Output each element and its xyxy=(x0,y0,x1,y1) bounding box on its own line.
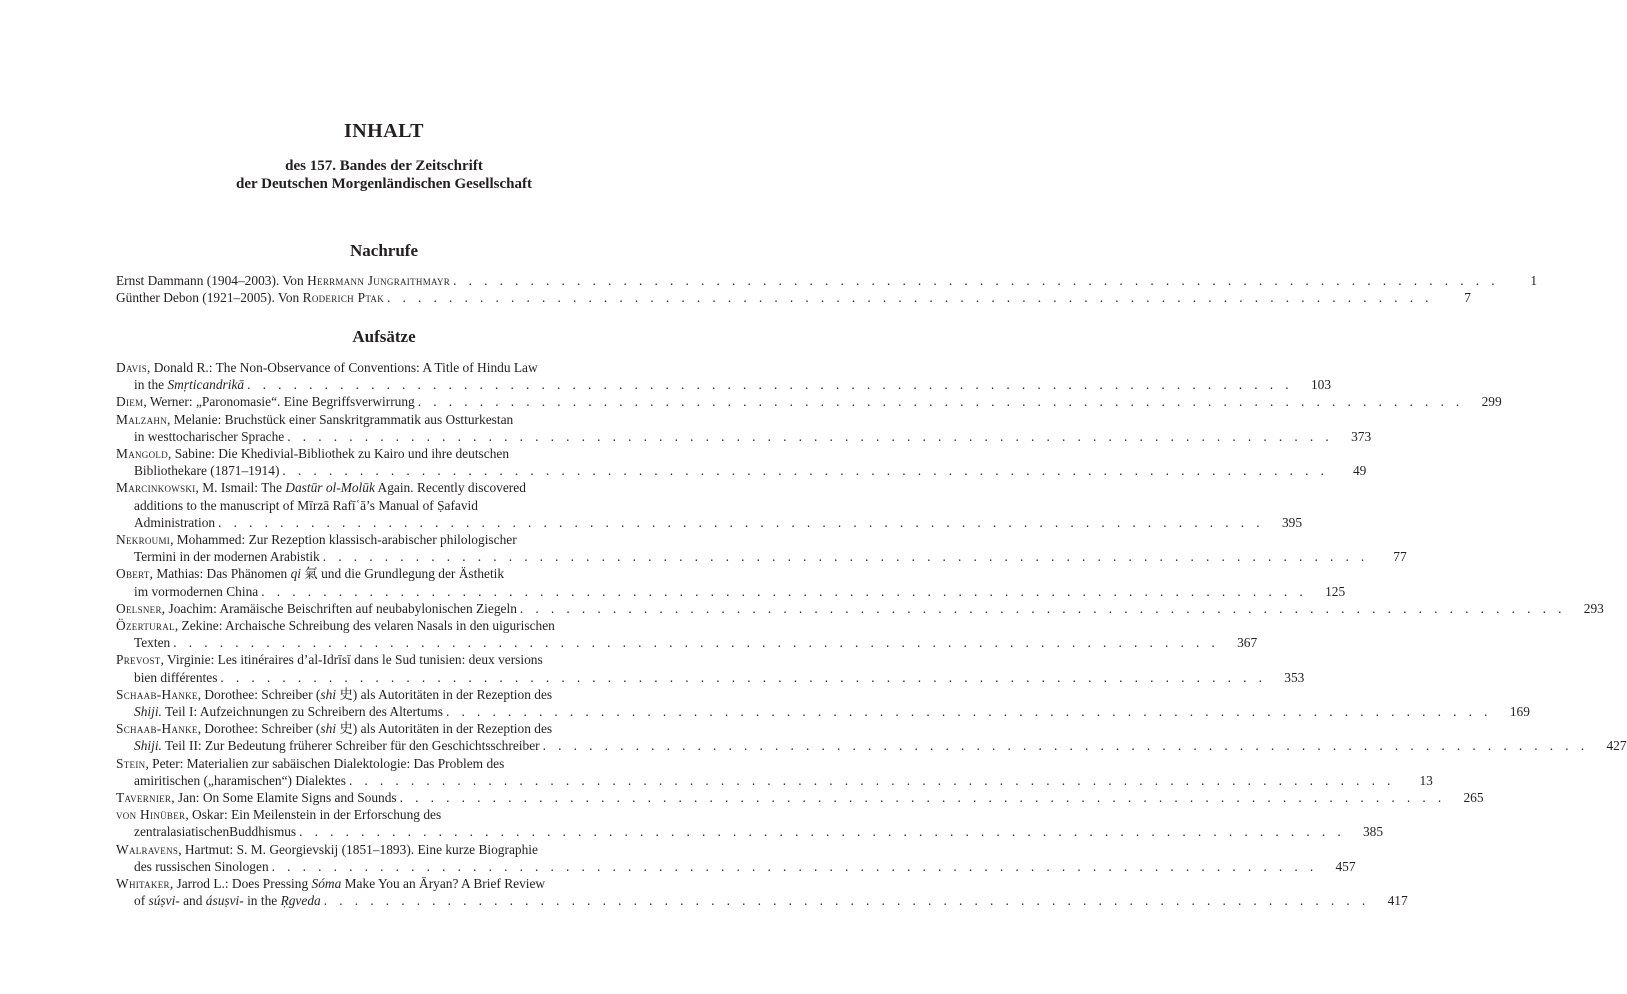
author-surname: Prevost xyxy=(116,652,161,668)
author-given-name: , Virginie: xyxy=(160,652,218,668)
page-subtitle xyxy=(0,157,768,193)
page-number: 373 xyxy=(1351,428,1372,444)
page-number: 417 xyxy=(1387,893,1408,909)
toc-entry[interactable] xyxy=(116,806,1384,840)
entry-title-italic: súṣvi- xyxy=(148,893,180,909)
dot-leaders: . . . . . . . . . . . . . . . . . . . . . . . . . . . . . . . . . . . . . . . . . . . . . . . . . . . . . . . . . . . . . . . . . . . . xyxy=(542,738,1589,754)
entry-title: Ein Meilenstein in der Erforschung des xyxy=(231,807,442,823)
entry-line xyxy=(134,669,217,686)
author-surname: Oelsner xyxy=(116,600,162,616)
dot-leaders: . . . . . . . . . . . . . . . . . . . . . . . . . . . . . . . . . . . . . . . . . . . . . . . . . . . . . . . . . . . . . . . . . . . . xyxy=(220,669,1267,685)
entry-line xyxy=(116,411,513,428)
toc-entry[interactable] xyxy=(116,789,1484,806)
entry-line xyxy=(116,720,552,737)
author-given-name: , Peter: xyxy=(145,755,187,771)
author-surname: Özertural xyxy=(116,618,175,634)
entry-title: in the xyxy=(134,377,168,393)
author-surname: Schaab-Hanke xyxy=(116,686,198,702)
entry-title: Again. Recently discovered xyxy=(374,480,526,496)
entry-title: Teil II: Zur Bedeutung früherer Schreiber für den Geschichtsschreiber xyxy=(161,738,540,754)
author-surname: Malzahn xyxy=(116,411,167,427)
aufsaetze-list xyxy=(116,359,1627,910)
dot-leaders: . . . . . . . . . . . . . . . . . . . . . . . . . . . . . . . . . . . . . . . . . . . . . . . . . . . . . . . . . . . . . . . . . . . . xyxy=(247,377,1294,393)
dot-leaders: . . . . . . . . . . . . . . . . . . . . . . . . . . . . . . . . . . . . . . . . . . . . . . . . . . . . . . . . . . . . . . . . . . . . xyxy=(299,824,1346,840)
entry-line xyxy=(116,479,526,496)
author-surname: Schaab-Hanke xyxy=(116,721,198,737)
entry-title: Schreiber ( xyxy=(261,721,321,737)
page-number: 265 xyxy=(1463,790,1484,806)
entry-line xyxy=(134,548,320,565)
section-heading-aufsaetze: Aufsätze xyxy=(352,327,416,346)
entry-line xyxy=(134,634,170,651)
toc-entry[interactable] xyxy=(116,841,1356,875)
entry-line xyxy=(116,651,543,668)
entry-title: additions to the manuscript of Mīrzā Rafīʿā’s Manual of Ṣafavid xyxy=(134,497,478,513)
page-number: 169 xyxy=(1509,704,1530,720)
entry-title: Les itinéraires d’al-Idrīsī dans le Sud tunisien: deux versions xyxy=(217,652,543,668)
page-number: 49 xyxy=(1352,463,1367,479)
entry-line xyxy=(116,755,504,772)
toc-entry[interactable] xyxy=(116,565,1346,599)
page-number: 299 xyxy=(1481,394,1502,410)
dot-leaders: . . . . . . . . . . . . . . . . . . . . . . . . . . . . . . . . . . . . . . . . . . . . . . . . . . . . . . . . . . . . . . . . . . . . xyxy=(348,772,1395,788)
toc-entry[interactable] xyxy=(116,393,1502,410)
entry-title-italic: Shiji. xyxy=(134,738,162,754)
entry-title: „Paronomasie“. Eine Begriffsverwirrung xyxy=(195,394,415,410)
toc-entry[interactable] xyxy=(116,686,1530,720)
page-number: 395 xyxy=(1281,514,1303,530)
entry-title: zentralasiatischenBuddhismus xyxy=(134,824,297,840)
page-number: 77 xyxy=(1393,549,1407,565)
entry-line xyxy=(134,583,258,600)
author-surname: Nekroumi xyxy=(116,532,171,548)
dot-leaders: . . . . . . . . . . . . . . . . . . . . . . . . . . . . . . . . . . . . . . . . . . . . . . . . . . . . . . . . . . . . . . . . . . . . xyxy=(417,394,1464,410)
toc-entry[interactable] xyxy=(116,359,1332,393)
entry-title-italic: ásuṣvi- xyxy=(205,893,244,909)
entry-title: in the xyxy=(243,893,281,909)
entry-author: Roderich Ptak xyxy=(302,290,384,306)
page-title: INHALT xyxy=(343,120,425,142)
author-surname: Stein xyxy=(116,755,146,771)
dot-leaders: . . . . . . . . . . . . . . . . . . . . . . . . . . . . . . . . . . . . . . . . . . . . . . . . . . . . . . . . . . . . . . . . . . . . xyxy=(323,893,1370,909)
author-given-name: , Jan: xyxy=(171,790,203,806)
entry-line xyxy=(134,858,269,875)
entry-title-italic: Smṛticandrikā xyxy=(167,377,245,393)
page-number: 293 xyxy=(1583,600,1604,616)
entry-title-italic: shi xyxy=(320,686,337,702)
entry-title: The Non-Observance of Conventions: A Title of Hindu Law xyxy=(215,360,538,375)
entry-line xyxy=(134,428,284,445)
entry-line xyxy=(116,359,538,376)
author-given-name: , Dorothee: xyxy=(197,686,262,702)
entry-title: Does Pressing xyxy=(231,876,312,892)
entry-title: in westtocharischer Sprache xyxy=(134,428,285,444)
author-given-name: , Sabine: xyxy=(168,446,219,462)
author-given-name: , Zekine: xyxy=(174,618,226,634)
entry-title: On Some Elamite Signs and Sounds xyxy=(202,790,397,806)
page-number: 385 xyxy=(1362,824,1384,840)
entry-text xyxy=(116,272,450,289)
dot-leaders: . . . . . . . . . . . . . . . . . . . . . . . . . . . . . . . . . . . . . . . . . . . . . . . . . . . . . . . . . . . . . . . . . . . . xyxy=(387,290,1433,306)
page-number: 125 xyxy=(1325,583,1346,599)
entry-title: 史) als Autoritäten in der Rezeption des xyxy=(336,721,553,737)
dot-leaders: . . . . . . . . . . . . . . . . . . . . . . . . . . . . . . . . . . . . . . . . . . . . . . . . . . . . . . . . . . . . . . . . . . . . xyxy=(282,463,1329,479)
dot-leaders: . . . . . . . . . . . . . . . . . . . . . . . . . . . . . . . . . . . . . . . . . . . . . . . . . . . . . . . . . . . . . . . . . . . . xyxy=(322,549,1369,565)
entry-title: amiritischen („haramischen“) Dialektes xyxy=(134,772,346,788)
toc-entry[interactable] xyxy=(116,479,1303,531)
toc-entry[interactable] xyxy=(116,289,1471,306)
entry-title: bien différentes xyxy=(134,669,218,685)
entry-title: Ernst Dammann (1904–2003). Von xyxy=(116,273,308,288)
dot-leaders: . . . . . . . . . . . . . . . . . . . . . . . . . . . . . . . . . . . . . . . . . . . . . . . . . . . . . . . . . . . . . . . . . . . . xyxy=(173,635,1220,651)
entry-author: Herrmann Jungraithmayr xyxy=(307,273,451,288)
page-number: 353 xyxy=(1284,669,1305,685)
entry-title: Günther Debon (1921–2005). Von xyxy=(116,290,303,306)
entry-line xyxy=(116,565,504,582)
author-given-name: , Melanie: xyxy=(167,411,225,427)
author-surname: Diem xyxy=(116,394,144,410)
entry-title: S. M. Georgievskij (1851–1893). Eine kurze Biographie xyxy=(236,841,538,857)
dot-leaders: . . . . . . . . . . . . . . . . . . . . . . . . . . . . . . . . . . . . . . . . . . . . . . . . . . . . . . . . . . . . . . . . . . . . xyxy=(445,704,1492,720)
entry-title-italic: Dastūr ol-Molūk xyxy=(285,480,375,496)
page-number: 7 xyxy=(1464,290,1471,306)
entry-title-italic: Sóma xyxy=(311,876,342,892)
entry-title: Make You an Āryan? A Brief Review xyxy=(341,876,546,892)
section-heading-nachrufe: Nachrufe xyxy=(350,241,418,260)
entry-title: Texten xyxy=(134,635,171,651)
nachrufe-list xyxy=(116,272,1538,306)
entry-title: The xyxy=(261,480,286,496)
dot-leaders: . . . . . . . . . . . . . . . . . . . . . . . . . . . . . . . . . . . . . . . . . . . . . . . . . . . . . . . . . . . . . . . . . . . . xyxy=(271,858,1318,874)
page-number: 427 xyxy=(1606,738,1627,754)
entry-line xyxy=(134,514,215,531)
page-number: 367 xyxy=(1237,635,1258,651)
author-given-name: , Dorothee: xyxy=(197,721,262,737)
entry-line xyxy=(134,376,244,393)
toc-entry[interactable] xyxy=(116,651,1305,685)
entry-line xyxy=(134,497,478,514)
author-given-name: , Oskar: xyxy=(185,807,232,823)
toc-entry[interactable] xyxy=(116,617,1258,651)
author-given-name: , Werner: xyxy=(143,394,196,410)
entry-title: Archaische Schreibung des velaren Nasals in den uigurischen xyxy=(225,618,555,634)
entry-line xyxy=(134,892,321,909)
page-number: 13 xyxy=(1419,772,1433,788)
entry-title: Materialien zur sabäischen Dialektologie: Das Problem des xyxy=(186,755,505,771)
page-number: 457 xyxy=(1335,858,1356,874)
author-surname: von Hinüber xyxy=(116,807,186,823)
author-given-name: , Mathias: xyxy=(149,566,207,582)
author-surname: Davis xyxy=(116,360,148,375)
page-number: 103 xyxy=(1310,377,1332,393)
toc-entry[interactable] xyxy=(116,272,1538,289)
entry-line xyxy=(116,393,415,410)
dot-leaders: . . . . . . . . . . . . . . . . . . . . . . . . . . . . . . . . . . . . . . . . . . . . . . . . . . . . . . . . . . . . . . . . . . . . xyxy=(218,514,1265,530)
entry-line xyxy=(134,823,296,840)
dot-leaders: . . . . . . . . . . . . . . . . . . . . . . . . . . . . . . . . . . . . . . . . . . . . . . . . . . . . . . . . . . . . . . . . . . . . xyxy=(399,790,1446,806)
entry-title: Aramäische Beischriften auf neubabylonischen Ziegeln xyxy=(219,600,517,616)
entry-line xyxy=(116,686,552,703)
toc-entry[interactable] xyxy=(116,445,1367,479)
entry-line xyxy=(134,737,540,754)
entry-title: Bruchstück einer Sanskritgrammatik aus Ostturkestan xyxy=(224,411,514,427)
entry-line xyxy=(116,789,397,806)
author-given-name: , Jarrod L.: xyxy=(169,876,232,892)
entry-title-italic: qi xyxy=(290,566,302,582)
entry-title: Zur Rezeption klassisch-arabischer philologischer xyxy=(248,532,517,548)
entry-line xyxy=(116,875,545,892)
entry-title: Administration xyxy=(134,514,216,530)
toc-entry[interactable] xyxy=(116,875,1408,909)
entry-title: des russischen Sinologen xyxy=(134,858,269,874)
toc-entry[interactable] xyxy=(116,531,1407,565)
subtitle-line-2: der Deutschen Morgenländischen Gesellschaft xyxy=(236,176,532,192)
entry-text xyxy=(116,289,384,306)
entry-title: Termini in der modernen Arabistik xyxy=(134,549,320,565)
dot-leaders: . . . . . . . . . . . . . . . . . . . . . . . . . . . . . . . . . . . . . . . . . . . . . . . . . . . . . . . . . . . . . . . . . . . . xyxy=(453,273,1500,288)
entry-line xyxy=(116,445,509,462)
author-surname: Walravens xyxy=(116,841,179,857)
entry-title: 史) als Autoritäten in der Rezeption des xyxy=(336,686,553,702)
author-given-name: , Mohammed: xyxy=(170,532,249,548)
entry-title-italic: Ṛgveda xyxy=(280,893,321,909)
entry-title: Die Khedivial-Bibliothek zu Kairo und ihre deutschen xyxy=(218,446,510,462)
entry-title: Bibliothekare (1871–1914) xyxy=(134,463,280,479)
subtitle-line-1: des 157. Bandes der Zeitschrift xyxy=(285,158,483,174)
author-given-name: , Hartmut: xyxy=(178,841,237,857)
toc-entry[interactable] xyxy=(116,411,1372,445)
entry-line xyxy=(134,772,346,789)
entry-title: 氣 und die Grundlegung der Ästhetik xyxy=(301,566,505,582)
entry-title: im vormodernen China xyxy=(134,583,259,599)
author-surname: Whitaker xyxy=(116,876,170,892)
entry-title-italic: shi xyxy=(320,721,337,737)
author-surname: Obert xyxy=(116,566,150,582)
author-surname: Tavernier xyxy=(116,790,172,806)
entry-line xyxy=(116,841,538,858)
entry-line xyxy=(116,531,517,548)
entry-title: and xyxy=(179,893,206,909)
author-given-name: , Donald R.: xyxy=(147,360,216,375)
author-given-name: , M. Ismail: xyxy=(195,480,262,496)
dot-leaders: . . . . . . . . . . . . . . . . . . . . . . . . . . . . . . . . . . . . . . . . . . . . . . . . . . . . . . . . . . . . . . . . . . . . xyxy=(287,428,1334,444)
toc-entry[interactable] xyxy=(116,720,1627,754)
dot-leaders: . . . . . . . . . . . . . . . . . . . . . . . . . . . . . . . . . . . . . . . . . . . . . . . . . . . . . . . . . . . . . . . . . . . . xyxy=(261,583,1308,599)
dot-leaders: . . . . . . . . . . . . . . . . . . . . . . . . . . . . . . . . . . . . . . . . . . . . . . . . . . . . . . . . . . . . . . . . . . . . xyxy=(519,600,1566,616)
page-number: 1 xyxy=(1530,273,1538,288)
entry-title-italic: Shiji. xyxy=(134,704,162,720)
entry-title: Schreiber ( xyxy=(261,686,321,702)
entry-title: of xyxy=(134,893,149,909)
author-surname: Marcinkowski xyxy=(116,480,196,496)
toc-entry[interactable] xyxy=(116,600,1604,617)
entry-line xyxy=(134,462,279,479)
entry-line xyxy=(134,703,443,720)
toc-entry[interactable] xyxy=(116,755,1433,789)
entry-line xyxy=(116,806,441,823)
entry-line xyxy=(116,617,555,634)
author-given-name: , Joachim: xyxy=(161,600,220,616)
entry-title: Teil I: Aufzeichnungen zu Schreibern des Altertums xyxy=(161,704,443,720)
entry-title: Das Phänomen xyxy=(206,566,291,582)
entry-line xyxy=(116,600,517,617)
author-surname: Mangold xyxy=(116,446,169,462)
